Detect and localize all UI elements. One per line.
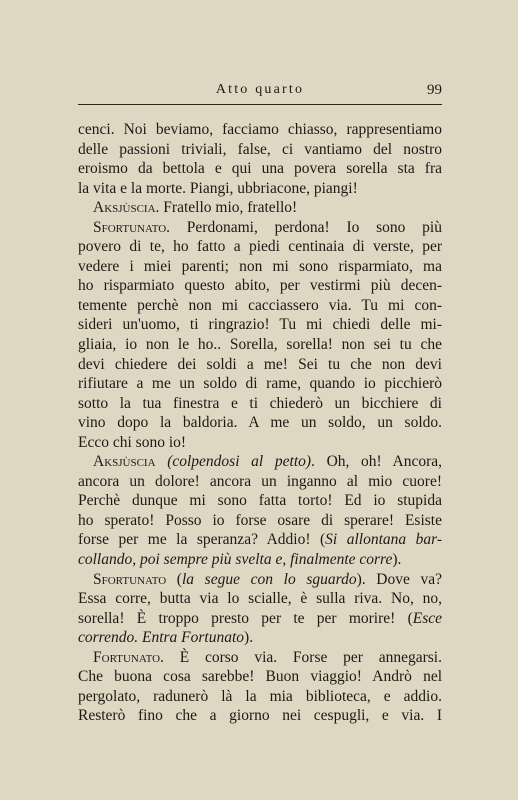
text-line [78, 179, 442, 199]
text-line [78, 257, 442, 277]
text-line [78, 140, 442, 160]
text-run: povero di te, ho fatto a piedi centinaia di verste, per [78, 238, 442, 256]
text-line [78, 550, 442, 570]
text-line [78, 472, 442, 492]
text-run: cenci. Noi beviamo, facciamo chiasso, rappresentiamo [78, 121, 442, 138]
speaker-name: Aksjùscia [93, 453, 156, 471]
text-line [78, 433, 442, 453]
text-run: ). [392, 551, 402, 569]
running-head: Atto quarto [215, 82, 305, 97]
text-line [78, 374, 442, 394]
stage-direction: correndo. Entra Fortunato [78, 629, 245, 647]
text-run: pergolato, radunerò là la mia biblioteca, e addio. [78, 687, 442, 705]
text-line [78, 237, 442, 257]
text-line [78, 530, 442, 550]
text-run: devi chiedere dei soldi a me! Sei tu che non devi [78, 355, 442, 373]
text-line [78, 511, 442, 531]
text-line [78, 198, 442, 218]
speaker-name: Sfortunato [93, 218, 167, 236]
body-text [78, 120, 442, 726]
text-run: rifiutare a me un soldo di rame, quando io picchierò [78, 375, 442, 393]
stage-direction: Esce [412, 609, 442, 627]
text-line [78, 276, 442, 296]
text-run: Essa corre, butta via lo scialle, è sulla riva. No, no, [78, 590, 442, 608]
text-run: sotto la tua finestra e ti chiederò un bicchiere di [78, 394, 442, 412]
text-run: gliaia, io non le ho.. Sorella, sorella! non sei tu che [78, 336, 442, 354]
text-run: ancora un dolore! ancora un inganno al mio cuore! [78, 472, 442, 490]
text-line [78, 413, 442, 433]
text-line [78, 120, 442, 140]
text-line [78, 452, 442, 472]
speaker-name: Aksjùscia [93, 199, 156, 217]
stage-direction: Si allontana bar- [325, 531, 442, 549]
text-line [78, 687, 442, 707]
text-run: Perchè dunque mi sono fatta torto! Ed io stupida [78, 492, 442, 510]
text-line [78, 218, 442, 238]
text-run: . Perdonami, perdona! Io sono più [166, 218, 442, 236]
text-line [78, 628, 442, 648]
text-line [78, 315, 442, 335]
text-run: . Fratello mio, fratello! [155, 199, 298, 217]
text-line [78, 394, 442, 414]
text-line [78, 589, 442, 609]
text-run: Che buona cosa sarebbe! Buon viaggio! Andrò nel [78, 668, 442, 686]
text-run: Resterò fino che a giorno nei cespugli, e via. I [78, 707, 442, 725]
text-run: delle passioni triviali, false, ci vantiamo del nostro [78, 140, 442, 158]
text-line [78, 491, 442, 511]
speaker-name: Fortunato [93, 648, 161, 666]
header-rule [78, 104, 442, 105]
text-run: ). [244, 629, 254, 647]
text-run: la vita e la morte. Piangi, ubbriacone, piangi! [78, 179, 358, 197]
text-run: eroismo da bettola e qui una povera sorella sta fra [78, 160, 442, 178]
page-header [78, 82, 442, 102]
speaker-name: Sfortunato [93, 570, 167, 588]
text-line [78, 335, 442, 355]
text-line [78, 570, 442, 590]
text-line [78, 355, 442, 375]
text-run: ho sperato! Posso io forse osare di sperare! Esiste [78, 511, 442, 529]
text-line [78, 296, 442, 316]
stage-direction: (colpendosi al petto) [167, 453, 312, 471]
text-run: Ecco chi sono io! [78, 433, 187, 451]
text-line [78, 648, 442, 668]
text-run: sorella! È troppo presto per te per morire! ( [78, 609, 413, 627]
text-run: ho risparmiato questo abito, per vestirmi più decen- [78, 277, 442, 295]
text-line [78, 667, 442, 687]
text-line [78, 609, 442, 629]
text-run [156, 453, 168, 470]
text-line [78, 706, 442, 726]
page-number: 99 [427, 82, 442, 98]
text-run: sideri un'uomo, ti ringrazio! Tu mi chiedi delle mi- [78, 316, 442, 334]
text-line [78, 159, 442, 179]
text-run: vedere i miei parenti; non mi sono risparmiato, ma [78, 257, 442, 275]
text-run: . È corso via. Forse per annegarsi. [160, 648, 442, 666]
text-run: vino dopo la baldoria. A me un soldo, un soldo. [78, 414, 442, 432]
text-run: ( [166, 570, 182, 588]
text-run: . Oh, oh! Ancora, [311, 453, 442, 471]
stage-direction: collando, poi sempre più svelta e, finalmente corre [78, 551, 393, 569]
stage-direction: la segue con lo sguardo [181, 570, 357, 588]
text-run: temente perchè non mi cacciassero via. Tu mi con- [78, 296, 442, 314]
text-run: forse per me la speranza? Addio! ( [78, 531, 326, 549]
text-run: ). Dove va? [356, 570, 442, 588]
